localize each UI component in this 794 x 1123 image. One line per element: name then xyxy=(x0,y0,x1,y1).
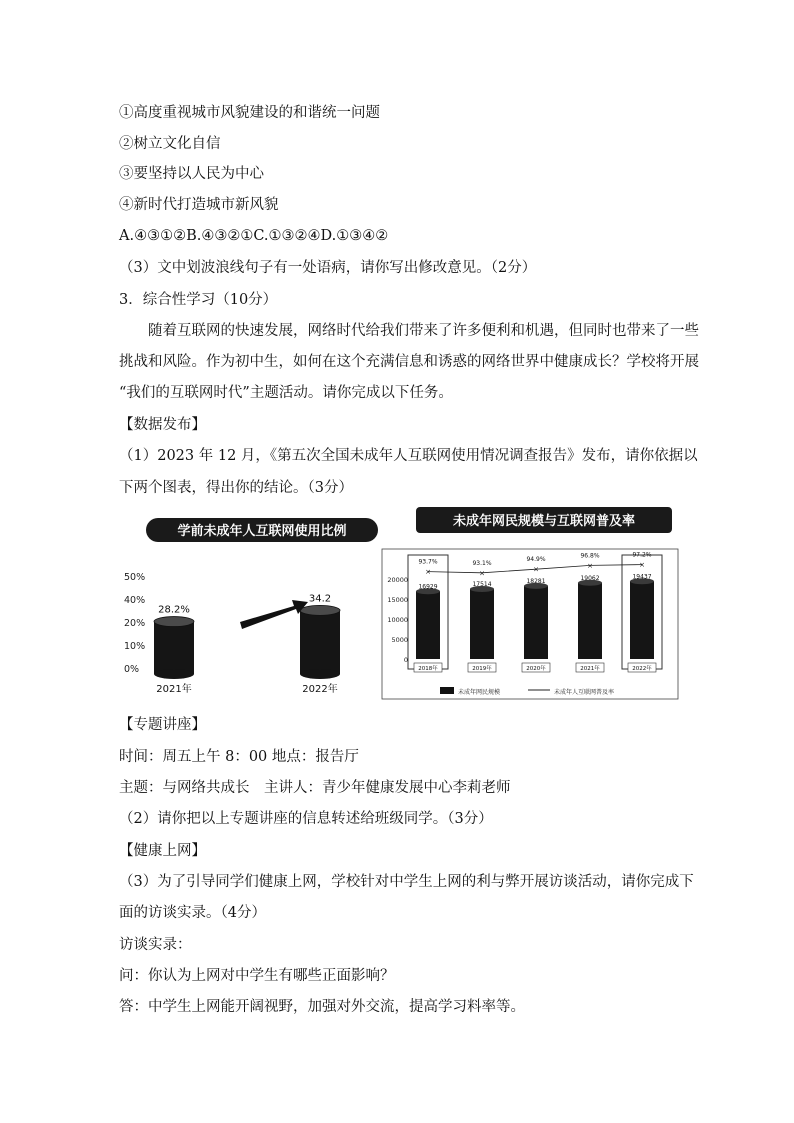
chart1-ytick-label: 50% xyxy=(124,572,146,583)
chart2-category-label: 2020年 xyxy=(526,666,546,672)
chart2-bar xyxy=(524,586,548,659)
chart2-rate-label: 94.9% xyxy=(526,556,546,564)
chart2-rate-label: 97.2% xyxy=(632,551,652,559)
chart2-category-label: 2021年 xyxy=(580,666,600,672)
chart2-value-label: 18281 xyxy=(526,577,546,585)
chart2-ytick-label: 15000 xyxy=(387,596,408,604)
data-release-heading: 【数据发布】 xyxy=(119,417,206,433)
question-3-error: （3）文中划波浪线句子有一处语病，请你写出修改意见。（2分） xyxy=(119,260,537,276)
lecture-time: 时间：周五上午 8：00 地点：报告厅 xyxy=(119,749,359,765)
chart2-rate-label: 96.8% xyxy=(580,552,600,560)
intro-line-1: 随着互联网的快速发展，网络时代给我们带来了许多便利和机遇，但同时也带来了一些 xyxy=(148,323,699,339)
chart1-ytick-label: 40% xyxy=(124,595,146,606)
interview-question: 问：你认为上网对中学生有哪些正面影响？ xyxy=(119,968,395,984)
intro-line-2: 挑战和风险。作为初中生，如何在这个充满信息和诱惑的网络世界中健康成长？学校将开展 xyxy=(119,354,699,370)
health-question-line-2: 面的访谈实录。（4分） xyxy=(119,905,266,921)
chart2-bar xyxy=(578,583,602,659)
chart2-rate-point: × xyxy=(479,569,485,578)
data-question-line-1: （1）2023 年 12 月，《第五次全国未成年人互联网使用情况调查报告》发布，请你依据以 xyxy=(119,448,698,464)
chart1-value-label: 28.2% xyxy=(158,604,190,616)
chart1-bar-base xyxy=(300,669,340,679)
chart2-legend xyxy=(440,687,614,696)
answer-choices: A.④③①②B.④③②①C.①③②④D.①③④② xyxy=(119,228,389,244)
chart1-bar-top xyxy=(154,617,194,627)
chart2-rate-point: × xyxy=(587,561,593,570)
chart1-ytick-label: 20% xyxy=(124,618,146,629)
chart2-title: 未成年网民规模与互联网普及率 xyxy=(452,514,636,529)
lecture-topic: 主题：与网络共成长 主讲人：青少年健康发展中心李莉老师 xyxy=(119,780,511,796)
legend-bar-label: 未成年网民规模 xyxy=(458,689,501,696)
chart2-ytick-label: 10000 xyxy=(387,616,408,624)
chart2-category-label: 2019年 xyxy=(472,666,492,672)
chart2-bar xyxy=(416,591,440,659)
chart2-rate-point: × xyxy=(425,568,431,577)
chart2-bar xyxy=(630,581,654,659)
chart2-ytick-label: 0 xyxy=(403,656,408,664)
legend-bar-swatch xyxy=(440,687,454,694)
chart1-ytick-label: 10% xyxy=(124,641,146,652)
section-3-title: 3．综合性学习（10分） xyxy=(119,292,278,308)
chart2-ytick-label: 5000 xyxy=(391,636,408,644)
chart-minor-netizens xyxy=(380,503,680,703)
chart2-value-label: 19437 xyxy=(632,573,652,581)
chart2-rate-point: × xyxy=(639,561,645,570)
option-1: ①高度重视城市风貌建设的和谐统一问题 xyxy=(119,105,380,121)
chart2-category-label: 2022年 xyxy=(632,666,652,672)
lecture-question: （2）请你把以上专题讲座的信息转述给班级同学。（3分） xyxy=(119,811,493,827)
chart1-category-label: 2021年 xyxy=(156,684,192,695)
chart2-rate-label: 93.1% xyxy=(472,559,492,567)
chart2-value-label: 17514 xyxy=(472,580,492,588)
chart2-bar xyxy=(470,589,494,659)
health-heading: 【健康上网】 xyxy=(119,843,206,859)
lecture-heading: 【专题讲座】 xyxy=(119,717,206,733)
chart1-value-label: 34.2 xyxy=(308,593,332,605)
chart2-value-label: 19062 xyxy=(580,574,600,582)
chart1-category-label: 2022年 xyxy=(302,684,338,695)
chart2-category-label: 2018年 xyxy=(418,666,438,672)
option-3: ③要坚持以人民为中心 xyxy=(119,166,264,182)
chart2-rate-label: 93.7% xyxy=(418,558,438,566)
chart2-value-label: 16929 xyxy=(418,583,438,591)
chart1-bar-top xyxy=(300,605,340,615)
chart1-bar-base xyxy=(154,669,194,679)
health-question-line-1: （3）为了引导同学们健康上网，学校针对中学生上网的利与弊开展访谈活动，请你完成下 xyxy=(119,874,694,890)
chart1-ytick-label: 0% xyxy=(124,664,140,675)
legend-line-label: 未成年人互联网普及率 xyxy=(554,689,615,696)
chart-preschool-usage xyxy=(118,514,390,700)
chart1-bar xyxy=(300,610,340,674)
interview-answer: 答：中学生上网能开阔视野，加强对外交流，提高学习料率等。 xyxy=(119,999,525,1015)
interview-label: 访谈实录： xyxy=(119,937,192,953)
data-question-line-2: 下两个图表，得出你的结论。（3分） xyxy=(119,480,353,496)
chart2-ytick-label: 20000 xyxy=(387,576,408,584)
option-2: ②树立文化自信 xyxy=(119,136,221,152)
chart1-title: 学前未成年人互联网使用比例 xyxy=(177,524,347,539)
chart2-rate-point: × xyxy=(533,565,539,574)
chart1-bar xyxy=(154,622,194,674)
intro-line-3: “我们的互联网时代”主题活动。请你完成以下任务。 xyxy=(119,385,453,401)
option-4: ④新时代打造城市新风貌 xyxy=(119,197,279,213)
trend-arrow-icon xyxy=(240,600,308,629)
